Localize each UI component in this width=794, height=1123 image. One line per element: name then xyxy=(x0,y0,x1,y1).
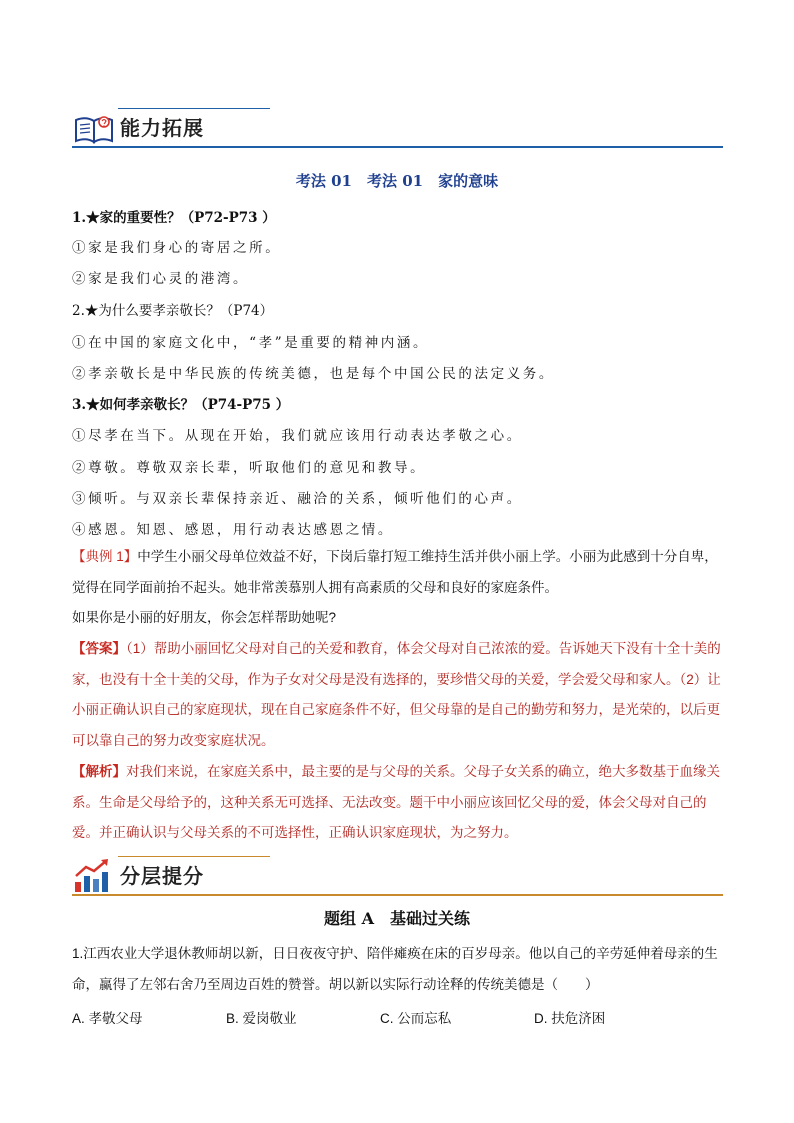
answer-text-1: （1）帮助小丽回忆父母对自己的关爱和教育，体会父母对自己浓浓的爱。告诉她天下没有十全十美的家，也没有十全十美的父母，作为子女对父母是没有选择的，要珍惜父母的关爱，学会爱父母和家人。 xyxy=(72,641,721,687)
analysis-label: 【解析】 xyxy=(72,764,126,779)
question-3-title: 3.★如何孝亲敬长？（P74-P75 ） xyxy=(72,397,290,413)
exercise-1-option-a: A. 孝敬父母 xyxy=(72,1011,143,1026)
q3-point-1: ①尽孝在当下。从现在开始，我们就应该用行动表达孝敬之心。 xyxy=(72,428,523,444)
analysis-text: 对我们来说，在家庭关系中，最主要的是与父母的关系。父母子女关系的确立，绝大多数基于血缘关系。生命是父母给予的，这种关系无可选择、无法改变。题干中小丽应该回忆父母的爱，体会父母对自己的爱。并正确认识与父母关系的不可选择性，正确认识家庭现状，为之努力。 xyxy=(72,764,720,840)
analysis-paragraph xyxy=(72,757,724,849)
section-title: 能力拓展 xyxy=(120,116,204,140)
header-rule-top xyxy=(118,856,270,857)
q3-point-4: ④感恩。知恩、感恩，用行动表达感恩之情。 xyxy=(72,522,394,538)
q1-point-1: ①家是我们身心的寄居之所。 xyxy=(72,240,282,256)
q1-point-2: ②家是我们心灵的港湾。 xyxy=(72,271,250,287)
example-label: 【典例 1】 xyxy=(72,549,138,564)
exercise-1-stem: 1.江西农业大学退休教师胡以新，日日夜夜守护、陪伴瘫痪在床的百岁母亲。他以自己的辛劳延伸着母亲的生命，赢得了左邻右舍乃至周边百姓的赞誉。胡以新以实际行动诠释的传统美德是（ ） xyxy=(72,946,718,992)
answer-paragraph xyxy=(72,634,724,756)
section-title: 分层提分 xyxy=(120,864,204,888)
question-1-title: 1.★家的重要性？（P72-P73 ） xyxy=(72,210,276,226)
group-title: 题组 A 基础过关练 xyxy=(324,909,470,928)
q3-point-2: ②尊敬。尊敬双亲长辈，听取他们的意见和教导。 xyxy=(72,460,427,476)
q3-point-3: ③倾听。与双亲长辈保持亲近、融洽的关系，倾听他们的心声。 xyxy=(72,491,523,507)
section-header-ability xyxy=(72,108,723,148)
example-text: 中学生小丽父母单位效益不好，下岗后靠打短工维持生活并供小丽上学。小丽为此感到十分自卑，觉得在同学面前抬不起头。她非常羡慕别人拥有高素质的父母和良好的家庭条件。 xyxy=(72,549,718,595)
q2-point-1: ①在中国的家庭文化中，“孝”是重要的精神内涵。 xyxy=(72,335,430,351)
question-2-title: 2.★为什么要孝亲敬长？（P74） xyxy=(72,303,274,319)
answer-text-2: （2）让小丽正确认识自己的家庭现状，现在自己家庭条件不好，但父母靠的是自己的勤劳和努力，是光荣的，以后更可以靠自己的努力改变家庭状况。 xyxy=(72,671,721,748)
header-rule-bottom xyxy=(72,146,723,148)
kaofa-title: 考法 01 考法 01 家的意味 xyxy=(295,172,499,190)
exercise-1-option-b: B. 爱岗敬业 xyxy=(226,1011,297,1026)
example-paragraph xyxy=(72,542,724,603)
header-rule-top xyxy=(118,108,270,109)
exercise-1-option-c: C. 公而忘私 xyxy=(380,1011,452,1026)
example-question: 如果你是小丽的好朋友，你会怎样帮助她呢? xyxy=(72,610,337,625)
answer-label: 【答案】 xyxy=(72,641,126,656)
bar-chart-icon xyxy=(72,856,116,896)
open-book-icon xyxy=(72,108,116,148)
exercise-1-option-d: D. 扶危济困 xyxy=(534,1011,606,1026)
section-header-layered xyxy=(72,856,723,896)
header-rule-bottom xyxy=(72,894,723,896)
q2-point-2: ②孝亲敬长是中华民族的传统美德，也是每个中国公民的法定义务。 xyxy=(72,366,555,382)
